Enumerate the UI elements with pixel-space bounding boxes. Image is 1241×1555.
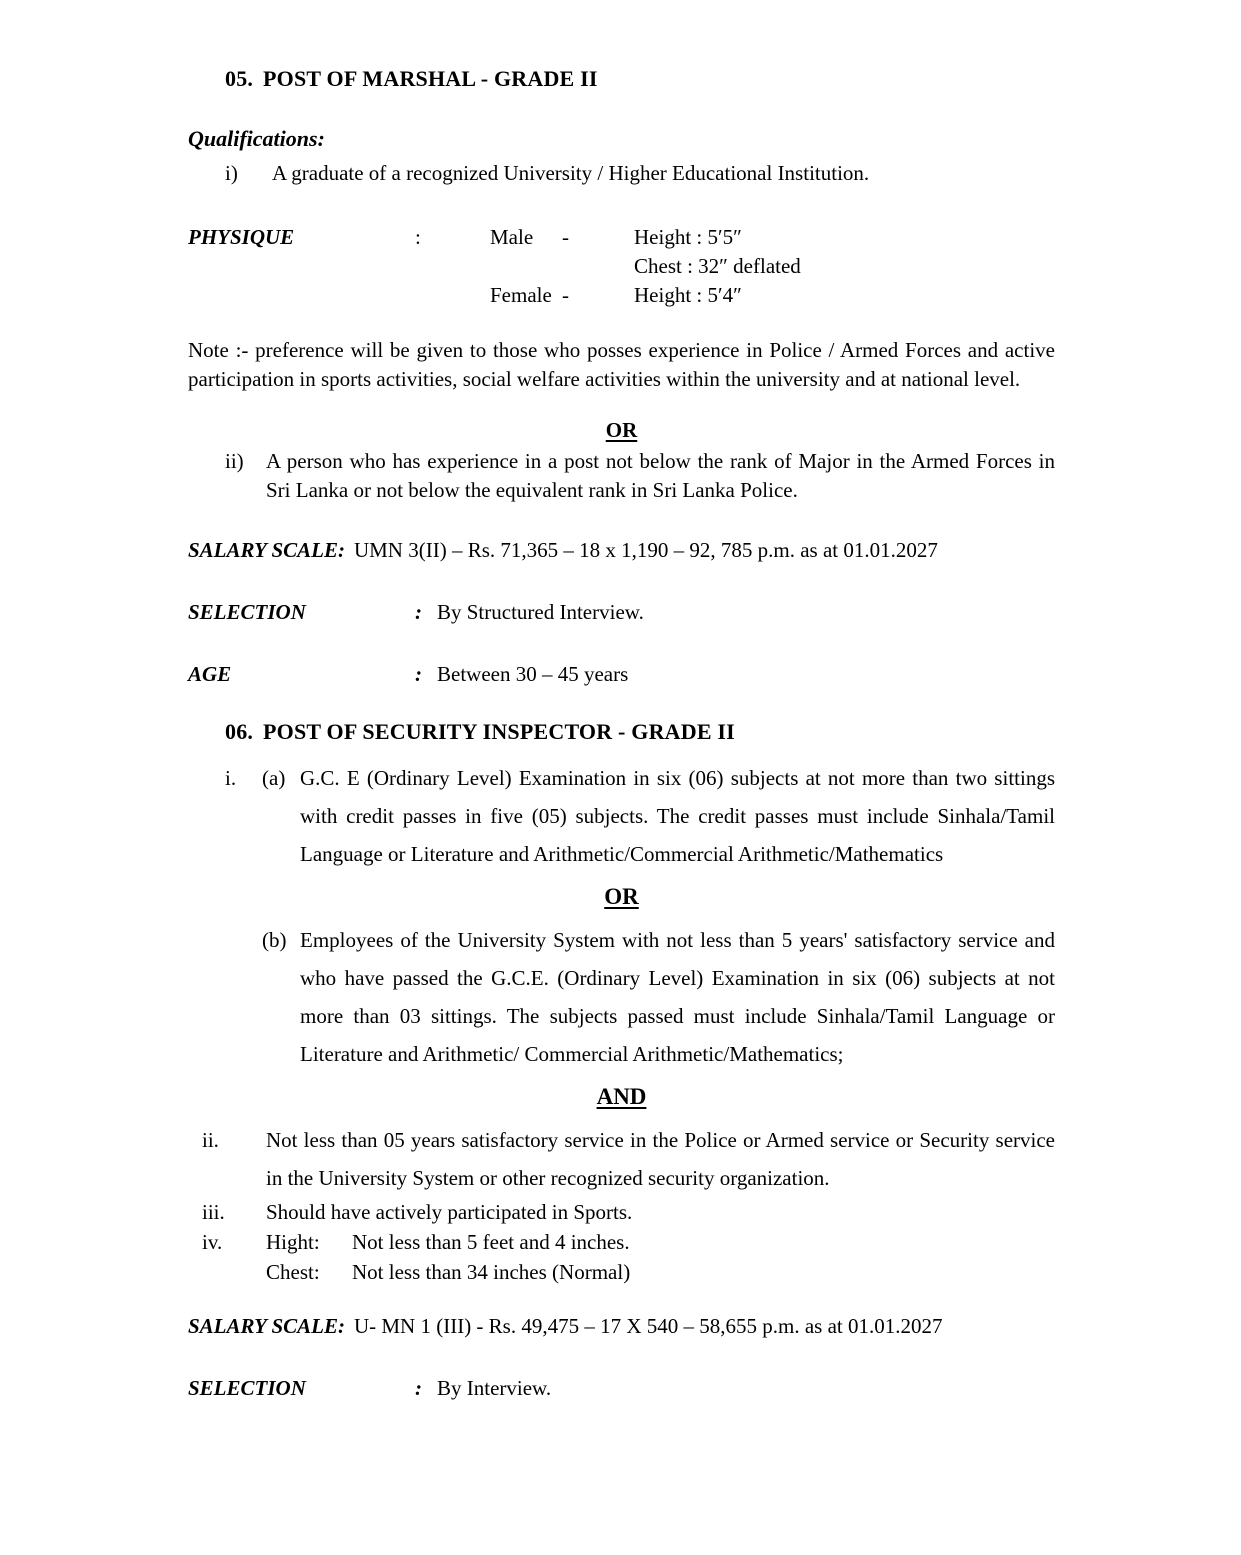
physique-row-female — [188, 281, 1055, 310]
qualification-item-i-text: A graduate of a recognized University / Higher Educational Institution. — [272, 161, 870, 185]
salary-scale-value: UMN 3(II) – Rs. 71,365 – 18 x 1,190 – 92, 785 p.m. as at 01.01.2027 — [353, 538, 938, 562]
list-marker: iv. — [202, 1230, 223, 1254]
chest-requirement-line — [188, 1257, 1055, 1287]
salary-scale-label: SALARY SCALE: — [188, 538, 345, 562]
physique-colon: : — [415, 225, 421, 249]
list-marker: ii) — [225, 449, 244, 473]
post-05-title: POST OF MARSHAL - GRADE II — [263, 66, 598, 91]
qualification-item-i-a-text: G.C. E (Ordinary Level) Examination in six (06) subjects at not more than two sittings with credit passes in five (05) subjects. The credit passes must include Sinhala/Tamil Language or Literature and Arithmetic/Commercial Arithmetic/Mathematics — [300, 766, 1055, 866]
list-marker: ii. — [202, 1128, 219, 1152]
qualifications-label: Qualifications: — [188, 126, 325, 151]
qualification-item-iii-text: Should have actively participated in Sports. — [266, 1200, 633, 1224]
physique-value: Height : 5′5″ — [634, 225, 742, 249]
salary-scale-06 — [188, 1312, 1055, 1341]
physique-block — [188, 223, 1055, 310]
list-marker: i) — [225, 161, 238, 185]
physique-sex: Female — [490, 283, 552, 307]
post-05-heading — [188, 66, 1055, 92]
or-separator-05: OR — [605, 418, 638, 442]
physique-sex: Male — [490, 225, 534, 249]
qualification-item-iii — [188, 1197, 1055, 1227]
post-06-heading — [188, 719, 1055, 745]
qualification-item-ii-06-text: Not less than 05 years satisfactory service in the Police or Armed service or Security service in the University System or other recognized security organization. — [266, 1128, 1055, 1190]
selection-row-05 — [188, 598, 1055, 627]
and-separator: AND — [596, 1084, 647, 1109]
list-marker: iii. — [202, 1200, 225, 1224]
selection-label: SELECTION — [188, 1376, 306, 1400]
note-paragraph: Note :- preference will be given to those who posses experience in Police / Armed Forces and active participation in sports activities, social welfare activities within the university and at national level. — [188, 338, 1055, 391]
salary-scale-value: U- MN 1 (III) - Rs. 49,475 – 17 X 540 – 58,655 p.m. as at 01.01.2027 — [353, 1314, 943, 1338]
height-label: Hight: — [266, 1230, 320, 1254]
chest-requirement-text: Not less than 34 inches (Normal) — [352, 1260, 631, 1284]
post-05-number: 05. — [225, 66, 254, 91]
physique-sex — [490, 252, 562, 281]
selection-colon: : — [415, 600, 422, 624]
physique-dash: - — [562, 283, 569, 307]
selection-row-06 — [188, 1374, 1055, 1403]
physique-value: Chest : 32″ deflated — [634, 254, 801, 278]
physique-dash: - — [562, 225, 569, 249]
sub-list-marker: (b) — [262, 928, 287, 952]
qualification-item-iv — [188, 1227, 1055, 1257]
physique-dash — [562, 252, 634, 281]
qualification-item-b-text: Employees of the University System with not less than 5 years' satisfactory service and who have passed the G.C.E. (Ordinary Level) Examination in six (06) subjects at not more than 03 sittings. The subjects passed must include Sinhala/Tamil Language or Literature and Arithmetic/ Commercial Arithmetic/Mathematics; — [300, 928, 1055, 1066]
physique-row-chest — [188, 252, 1055, 281]
qualification-item-i-a — [188, 759, 1055, 873]
age-row — [188, 660, 1055, 689]
qualification-item-i — [188, 159, 1055, 188]
selection-label: SELECTION — [188, 600, 306, 624]
salary-scale-label: SALARY SCALE: — [188, 1314, 345, 1338]
qualification-item-ii-06 — [188, 1121, 1055, 1197]
or-separator-06: OR — [604, 884, 639, 909]
physique-row-male — [188, 223, 1055, 252]
age-label: AGE — [188, 662, 232, 686]
age-colon: : — [415, 662, 422, 686]
selection-value: By Structured Interview. — [437, 600, 644, 624]
age-value: Between 30 – 45 years — [437, 662, 629, 686]
post-06-title: POST OF SECURITY INSPECTOR - GRADE II — [263, 719, 735, 744]
sub-list-marker: (a) — [262, 766, 286, 790]
qualification-item-ii — [188, 447, 1055, 505]
chest-label: Chest: — [266, 1260, 320, 1284]
physique-label: PHYSIQUE — [188, 225, 295, 249]
physique-value: Height : 5′4″ — [634, 283, 742, 307]
selection-colon: : — [415, 1376, 422, 1400]
post-06-number: 06. — [225, 719, 254, 744]
selection-value: By Interview. — [437, 1376, 552, 1400]
height-requirement-text: Not less than 5 feet and 4 inches. — [352, 1230, 630, 1254]
qualification-item-ii-text: A person who has experience in a post not below the rank of Major in the Armed Forces in Sri Lanka or not below the equivalent rank in Sri Lanka Police. — [266, 449, 1055, 502]
salary-scale-05 — [188, 536, 1055, 565]
list-marker: i. — [225, 766, 237, 790]
qualification-item-b — [188, 921, 1055, 1073]
